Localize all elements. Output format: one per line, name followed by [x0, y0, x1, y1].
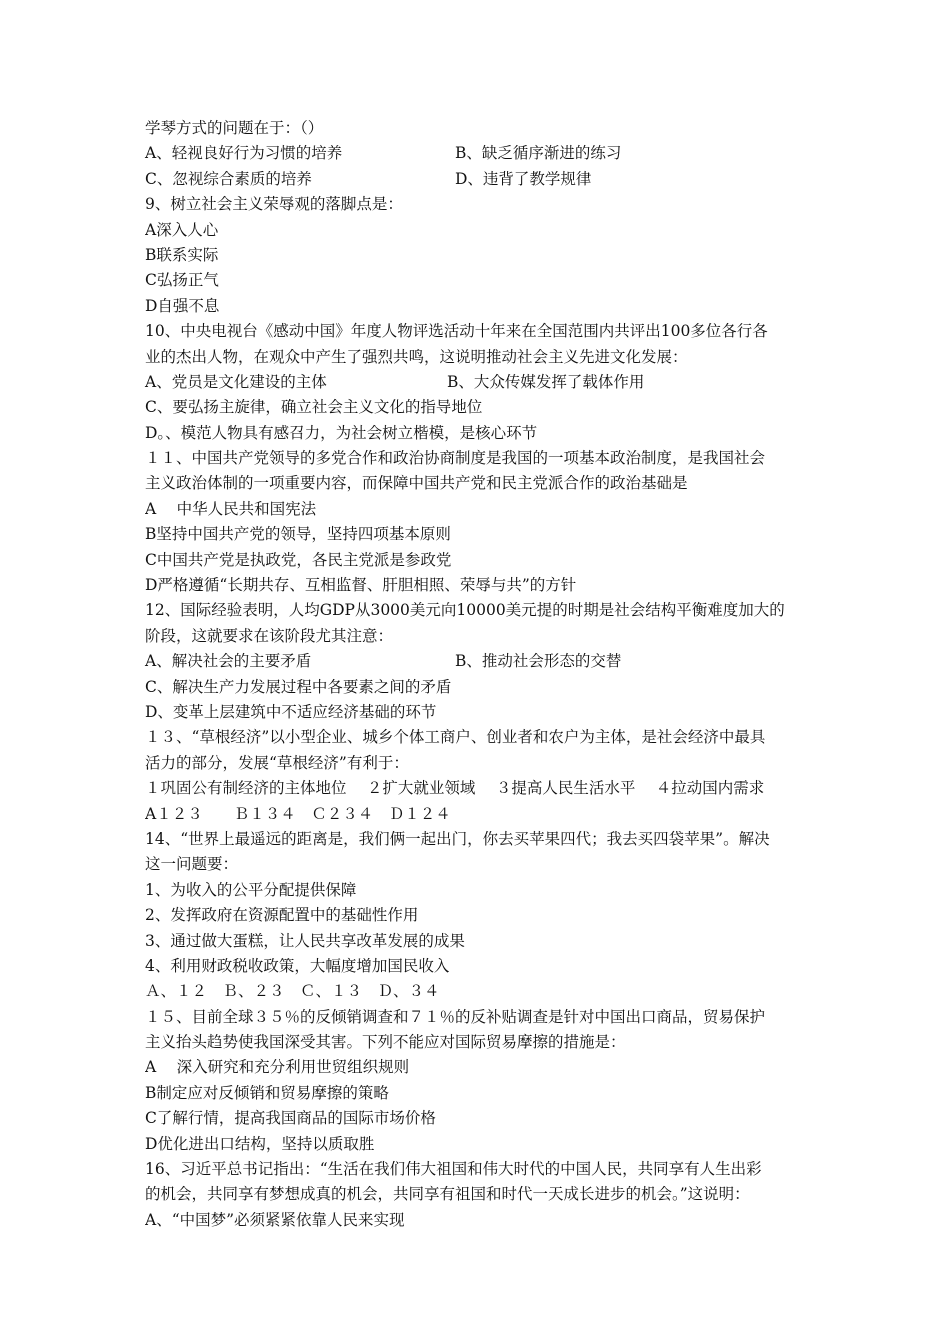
q11-option-b: B坚持中国共产党的领导，坚持四项基本原则	[145, 525, 451, 544]
q10-option-c: C、要弘扬主旋律，确立社会主义文化的指导地位	[145, 398, 483, 417]
document-page	[145, 116, 825, 1233]
q13-items: １巩固公有制经济的主体地位 ２扩大就业领域 ３提高人民生活水平 ４拉动国内需求	[145, 779, 765, 798]
q13-stem-line-1: １３、“草根经济”以小型企业、城乡个体工商户、创业者和农户为主体，是社会经济中最具	[145, 728, 766, 747]
q12-option-a: A、解决社会的主要矛盾	[145, 652, 312, 671]
q10-option-d: D。、模范人物具有感召力，为社会树立楷模，是核心环节	[145, 423, 538, 442]
q11-stem-line-2: 主义政治体制的一项重要内容，而保障中国共产党和民主党派合作的政治基础是	[145, 474, 688, 493]
q16-stem-line-1: 16、习近平总书记指出：“生活在我们伟大祖国和伟大时代的中国人民，共同享有人生出彩	[145, 1160, 762, 1179]
q15-option-a: A 深入研究和充分利用世贸组织规则	[145, 1058, 410, 1077]
q8-option-b: B、缺乏循序渐进的练习	[455, 144, 622, 163]
q8-options-row-2	[145, 167, 825, 192]
q9-option-d: D自强不息	[145, 296, 220, 315]
q15-option-b: B制定应对反倾销和贸易摩擦的策略	[145, 1083, 389, 1102]
q10-option-a: A、党员是文化建设的主体	[145, 372, 327, 391]
q8-option-a: A、轻视良好行为习惯的培养	[145, 144, 343, 163]
q12-stem-line-1: 12、国际经验表明，人均GDP从3000美元向10000美元提的时期是社会结构平衡难度加大的	[145, 601, 785, 620]
q10-options-row	[145, 370, 825, 395]
q12-option-d: D、变革上层建筑中不适应经济基础的环节	[145, 702, 437, 721]
q11-option-c: C中国共产党是执政党，各民主党派是参政党	[145, 550, 452, 569]
q12-option-b: B、推动社会形态的交替	[455, 652, 622, 671]
q14-item-3: 3、通过做大蛋糕，让人民共享改革发展的成果	[145, 931, 465, 950]
q11-option-d: D严格遵循“长期共存、互相监督、肝胆相照、荣辱与共”的方针	[145, 576, 577, 595]
q14-item-2: 2、发挥政府在资源配置中的基础性作用	[145, 906, 419, 925]
q15-stem-line-2: 主义抬头趋势使我国深受其害。下列不能应对国际贸易摩擦的措施是：	[145, 1033, 626, 1052]
q16-option-a: A、“中国梦”必须紧紧依靠人民来实现	[145, 1210, 405, 1229]
q15-option-c: C了解行情，提高我国商品的国际市场价格	[145, 1109, 436, 1128]
q12-stem-line-2: 阶段，这就要求在该阶段尤其注意：	[145, 626, 394, 645]
q8-option-c: C、忽视综合素质的培养	[145, 169, 312, 188]
q10-option-b: B、大众传媒发挥了载体作用	[447, 372, 645, 391]
q11-option-a: A 中华人民共和国宪法	[145, 499, 317, 518]
q8-option-d: D、违背了教学规律	[455, 169, 592, 188]
q9-stem: 9、树立社会主义荣辱观的落脚点是：	[145, 195, 403, 214]
q10-stem-line-2: 业的杰出人物，在观众中产生了强烈共鸣，这说明推动社会主义先进文化发展：	[145, 347, 688, 366]
q9-option-c: C弘扬正气	[145, 271, 219, 290]
q8-stem-tail: 学琴方式的问题在于：（）	[145, 119, 324, 137]
q9-option-a: A深入人心	[145, 220, 219, 239]
q9-option-b: B联系实际	[145, 245, 219, 264]
q16-stem-line-2: 的机会，共同享有梦想成真的机会，共同享有祖国和时代一天成长进步的机会。”这说明：	[145, 1185, 750, 1204]
q14-stem-line-1: 14、“世界上最遥远的距离是，我们俩一起出门，你去买苹果四代；我去买四袋苹果”。解决	[145, 829, 770, 848]
q14-options: Ａ、１２ Ｂ、２３ Ｃ、１３ Ｄ、３４	[145, 982, 440, 1001]
q15-option-d: D优化进出口结构，坚持以质取胜	[145, 1134, 375, 1153]
q14-stem-line-2: 这一问题要：	[145, 855, 239, 874]
q13-stem-line-2: 活力的部分，发展“草根经济”有利于：	[145, 753, 409, 772]
q14-item-4: 4、利用财政税收政策，大幅度增加国民收入	[145, 956, 450, 975]
q12-option-c: C、解决生产力发展过程中各要素之间的矛盾	[145, 677, 452, 696]
q8-options-row-1	[145, 141, 825, 166]
q13-options: A１２３ Ｂ１３４ Ｃ２３４ Ｄ１２４	[145, 804, 451, 823]
q12-options-row	[145, 649, 825, 674]
q10-stem-line-1: 10、中央电视台《感动中国》年度人物评选活动十年来在全国范围内共评出100多位各行各	[145, 322, 768, 341]
q14-item-1: 1、为收入的公平分配提供保障	[145, 880, 357, 899]
q11-stem-line-1: １１、中国共产党领导的多党合作和政治协商制度是我国的一项基本政治制度，是我国社会	[145, 449, 766, 468]
q15-stem-line-1: １５、目前全球３５％的反倾销调查和７１％的反补贴调查是针对中国出口商品，贸易保护	[145, 1007, 766, 1026]
